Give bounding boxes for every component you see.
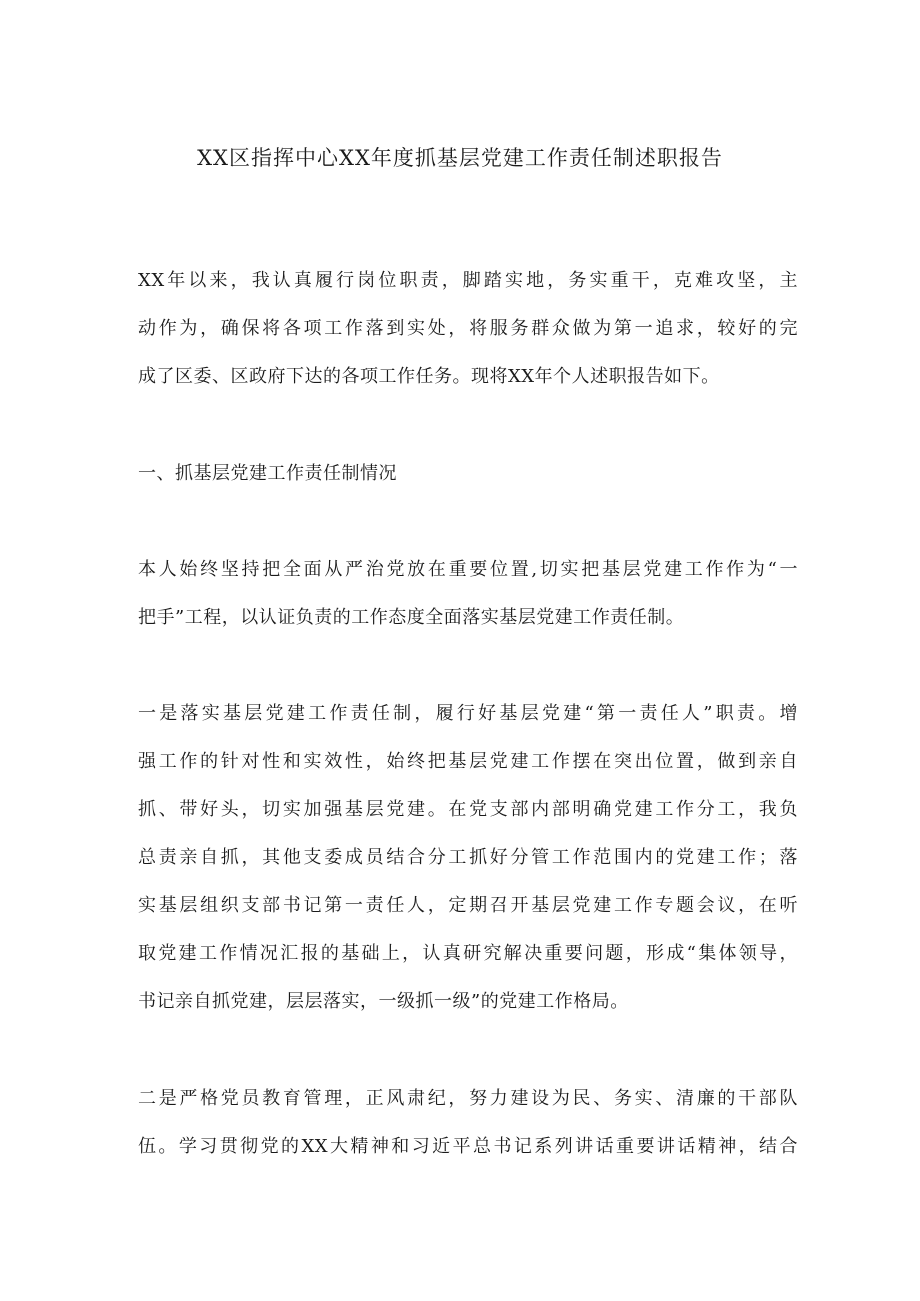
intro-line-1: XX年以来，我认真履行岗位职责，脚踏实地，务实重干，克难攻坚，主 [138, 270, 798, 291]
para-2-line-1: 一是落实基层党建工作责任制，履行好基层党建“第一责任人”职责。增 [138, 703, 798, 724]
para-3-line-2: 伍。学习贯彻党的XX大精神和习近平总书记系列讲话重要讲话精神，结合 [138, 1136, 798, 1157]
para-1-line-1: 本人始终坚持把全面从严治党放在重要位置,切实把基层党建工作作为“一 [138, 559, 798, 580]
para-3-line-1: 二是严格党员教育管理，正风肃纪，努力建设为民、务实、清廉的干部队 [138, 1088, 798, 1109]
para-2-line-4: 总责亲自抓，其他支委成员结合分工抓好分管工作范围内的党建工作；落 [138, 847, 798, 868]
intro-line-3: 成了区委、区政府下达的各项工作任务。现将XX年个人述职报告如下。 [138, 366, 720, 387]
para-2-line-5: 实基层组织支部书记第一责任人，定期召开基层党建工作专题会议，在听 [138, 895, 798, 916]
para-2-line-7: 书记亲自抓党建，层层落实，一级抓一级”的党建工作格局。 [138, 991, 629, 1012]
para-1-line-2: 把手”工程，以认证负责的工作态度全面落实基层党建工作责任制。 [138, 607, 685, 628]
para-2-line-3: 抓、带好头，切实加强基层党建。在党支部内部明确党建工作分工，我负 [138, 799, 798, 820]
document-title: XX区指挥中心XX年度抓基层党建工作责任制述职报告 [197, 146, 723, 170]
para-2-line-6: 取党建工作情况汇报的基础上，认真研究解决重要问题，形成“集体领导， [138, 943, 798, 964]
intro-line-2: 动作为，确保将各项工作落到实处，将服务群众做为第一追求，较好的完 [138, 318, 798, 339]
section-1-heading: 一、抓基层党建工作责任制情况 [138, 463, 397, 484]
para-2-line-2: 强工作的针对性和实效性，始终把基层党建工作摆在突出位置，做到亲自 [138, 751, 798, 772]
